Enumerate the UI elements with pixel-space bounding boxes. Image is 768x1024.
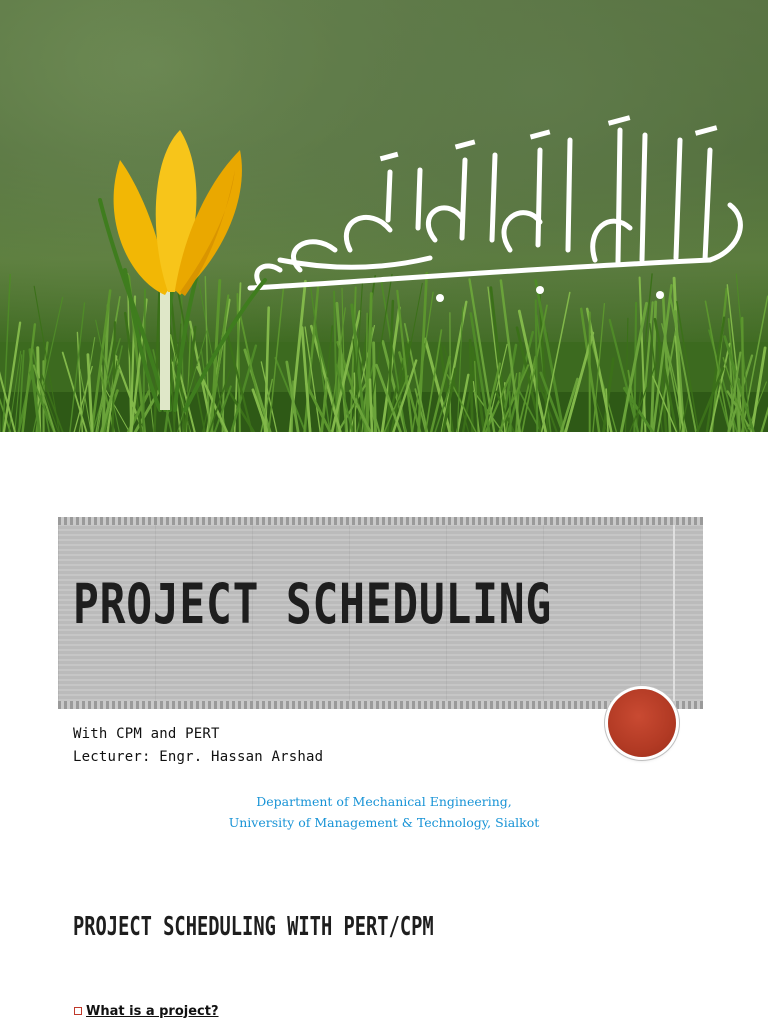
square-bullet-icon	[74, 1007, 82, 1015]
band-bottom-stripe	[58, 701, 703, 709]
band-top-stripe	[58, 517, 703, 525]
slide-title: PROJECT SCHEDULING	[73, 572, 552, 636]
crocus-flower	[90, 120, 270, 420]
bismillah-calligraphy	[240, 110, 760, 330]
band-panel-divider	[673, 525, 675, 701]
subtitle-course: With CPM and PERT	[73, 726, 220, 742]
section-heading: PROJECT SCHEDULING WITH PERT/CPM	[73, 912, 434, 942]
bullet-text: What is a project?	[86, 1003, 219, 1019]
accent-circle	[608, 689, 676, 757]
subtitle-lecturer: Lecturer: Engr. Hassan Arshad	[73, 749, 324, 765]
hero-image	[0, 0, 768, 432]
list-item	[74, 1002, 219, 1020]
department-name: Department of Mechanical Engineering,	[256, 794, 512, 809]
university-name: University of Management & Technology, Sialkot	[228, 815, 540, 830]
